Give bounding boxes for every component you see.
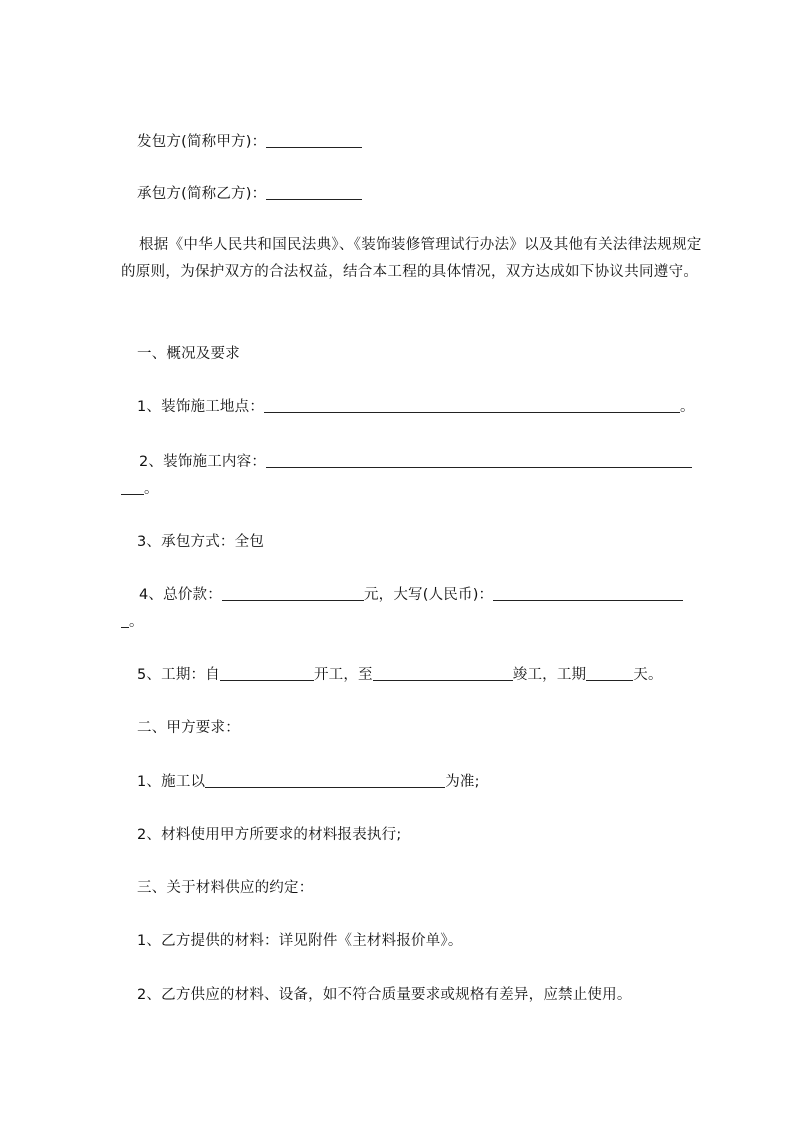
item-schedule-finish: 竣工，工期 <box>512 667 587 683</box>
req-standard-end: 为准; <box>445 774 480 790</box>
item-location-line <box>137 397 695 417</box>
req-standard-label: 1、施工以 <box>137 774 206 790</box>
party-a-label: 发包方(简称甲方)： <box>137 134 267 150</box>
item-price-end: 。 <box>129 614 144 630</box>
content-blank[interactable] <box>266 452 692 468</box>
start-date-blank[interactable] <box>220 665 314 681</box>
item-schedule-label: 5、工期：自 <box>137 667 220 683</box>
item-price-label: 4、总价款： <box>139 587 222 603</box>
supply-item-1: 1、乙方提供的材料：详见附件《主材料报价单》。 <box>137 933 463 949</box>
party-b-label: 承包方(简称乙方)： <box>137 186 267 202</box>
item-schedule-start: 开工，至 <box>313 667 373 683</box>
party-b-line <box>137 184 362 204</box>
section2-heading: 二、甲方要求： <box>137 720 240 736</box>
item-content-line <box>139 452 692 472</box>
duration-blank[interactable] <box>586 665 633 681</box>
price-words-blank-cont[interactable] <box>121 612 129 628</box>
price-words-blank[interactable] <box>493 585 683 601</box>
content-blank-cont[interactable] <box>121 479 144 495</box>
item-content-label: 2、装饰施工内容： <box>139 454 267 470</box>
item-content-end: 。 <box>144 481 159 497</box>
party-b-blank[interactable] <box>266 184 362 200</box>
item-location-end: 。 <box>680 399 695 415</box>
item-method: 3、承包方式：全包 <box>137 534 265 550</box>
location-blank[interactable] <box>264 397 680 413</box>
item-location-label: 1、装饰施工地点： <box>137 399 265 415</box>
item-price-line <box>139 585 683 605</box>
standard-blank[interactable] <box>205 772 445 788</box>
finish-date-blank[interactable] <box>373 665 513 681</box>
supply-item-2: 2、乙方供应的材料、设备，如不符合质量要求或规格有差异，应禁止使用。 <box>137 987 632 1003</box>
item-price-unit: 元，大写(人民币)： <box>363 587 494 603</box>
item-content-cont <box>121 479 159 499</box>
party-a-line <box>137 132 362 152</box>
party-a-blank[interactable] <box>266 132 362 148</box>
section3-heading: 三、关于材料供应的约定： <box>137 880 314 896</box>
price-amount-blank[interactable] <box>222 585 364 601</box>
req-materials: 2、材料使用甲方所要求的材料报表执行; <box>137 827 402 843</box>
section1-heading: 一、概况及要求 <box>137 346 240 362</box>
item-schedule-line <box>137 665 663 685</box>
item-price-cont <box>121 612 144 632</box>
item-schedule-days: 天。 <box>633 667 663 683</box>
preamble-paragraph: 根据《中华人民共和国民法典》、《装饰装修管理试行办法》以及其他有关法律法规规定的原则，为保护双方的合法权益，结合本工程的具体情况，双方达成如下协议共同遵守。 <box>121 237 702 280</box>
req-standard-line <box>137 772 480 792</box>
